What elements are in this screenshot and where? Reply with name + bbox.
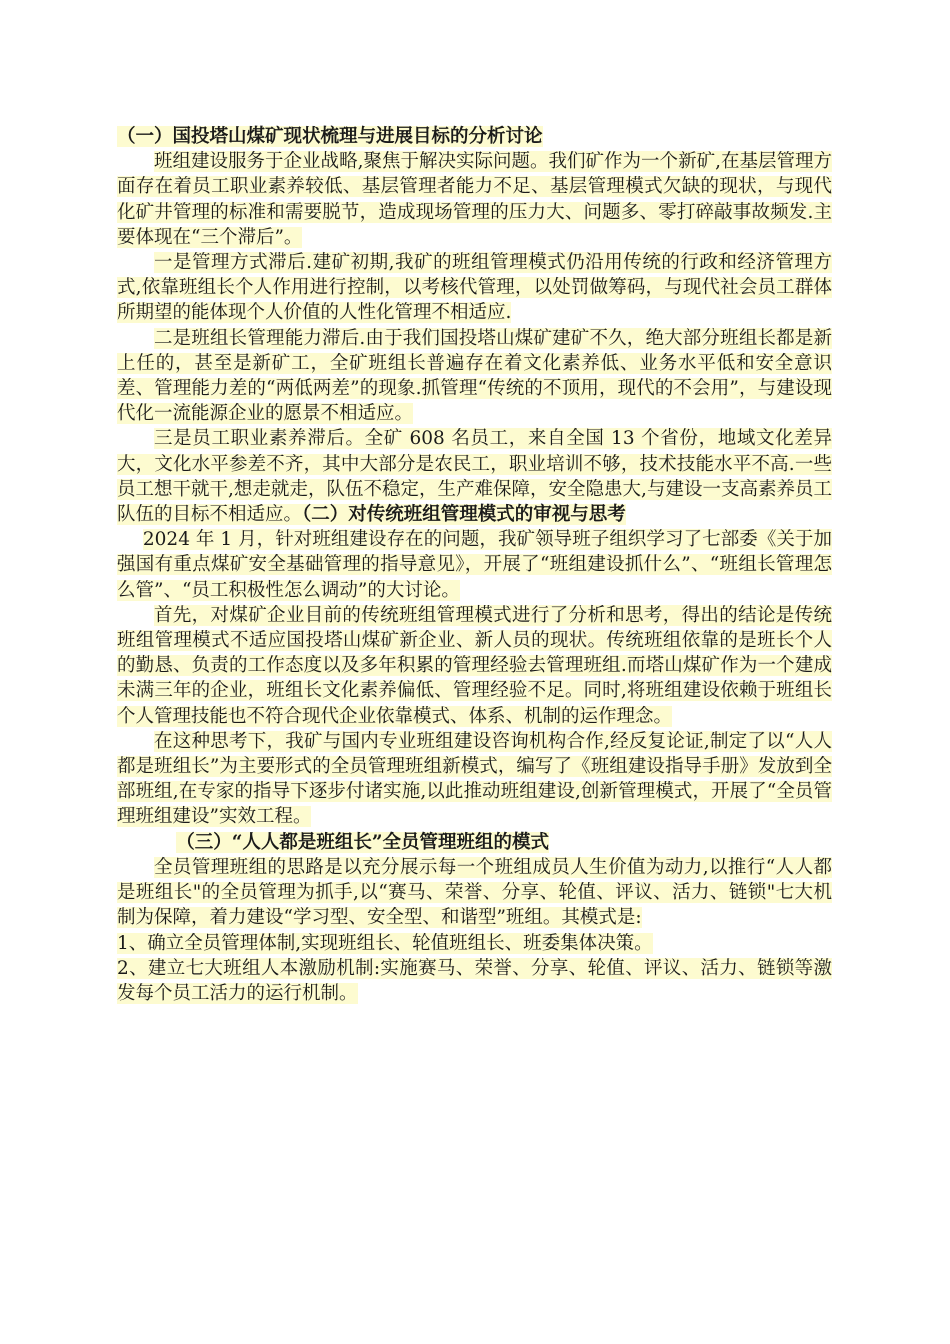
section-heading-2: （二）对传统班组管理模式的审视与思考 — [302, 504, 626, 526]
paragraph: 一是管理方式滞后.建矿初期,我矿的班组管理模式仍沿用传统的行政和经济管理方式,依靠班组长个人作用进行控制，以考核代管理，以处罚做筹码，与现代社会员工群体所期望的能体现个人价值的人性化管理不相适应. — [117, 252, 832, 324]
document-page — [117, 124, 832, 1006]
paragraph: 三是员工职业素养滞后。全矿 608 名员工，来自全国 13 个省份，地域文化差异大，文化水平参差不齐，其中大部分是农民工，职业培训不够，技术技能水平不高.一些员工想干就干,想走就走，队伍不稳定，生产难保障，安全隐患大,与建设一支高素养员工队伍的目标不相适应。（二）对传统班组管理模式的审视与思考 — [117, 428, 832, 526]
section-heading-3: （三）“人人都是班组长”全员管理班组的模式 — [176, 831, 549, 853]
section-heading-1: （一）国投塔山煤矿现状梳理与进展目标的分析讨论 — [117, 126, 543, 147]
paragraph: 二是班组长管理能力滞后.由于我们国投塔山煤矿建矿不久，绝大部分班组长都是新上任的，甚至是新矿工，全矿班组长普遍存在着文化素养低、业务水平低和安全意识差、管理能力差的“两低两差”的现象.抓管理“传统的不顶用，现代的不会用”，与建设现代化一流能源企业的愿景不相适应。 — [117, 327, 832, 425]
paragraph: 班组建设服务于企业战略,聚焦于解决实际问题。我们矿作为一个新矿,在基层管理方面存在着员工职业素养较低、基层管理者能力不足、基层管理模式欠缺的现状，与现代化矿井管理的标准和需要脱节，造成现场管理的压力大、问题多、零打碎敲事故频发.主要体现在“三个滞后”。 — [117, 151, 832, 248]
paragraph: 全员管理班组的思路是以充分展示每一个班组成员人生价值为动力,以推行“人人都是班组长"的全员管理为抓手,以“赛马、荣誉、分享、轮值、评议、活力、链锁"七大机制为保障，着力建设“学习型、安全型、和谐型”班组。其模式是: — [117, 856, 832, 929]
paragraph: 在这种思考下，我矿与国内专业班组建设咨询机构合作,经反复论证,制定了以“人人都是班组长”为主要形式的全员管理班组新模式，编写了《班组建设指导手册》发放到全部班组,在专家的指导下逐步付诸实施,以此推动班组建设,创新管理模式，开展了“全员管理班组建设”实效工程。 — [117, 730, 832, 828]
paragraph: 首先，对煤矿企业目前的传统班组管理模式进行了分析和思考，得出的结论是传统班组管理模式不适应国投塔山煤矿新企业、新人员的现状。传统班组依靠的是班长个人的勤恳、负责的工作态度以及多年积累的管理经验去管理班组.而塔山煤矿作为一个建成未满三年的企业，班组长文化素养偏低、管理经验不足。同时,将班组建设依赖于班组长个人管理技能也不符合现代企业依靠模式、体系、机制的运作理念。 — [117, 604, 832, 727]
list-item: 1、确立全员管理体制,实现班组长、轮值班组长、班委集体决策。 — [117, 932, 653, 954]
paragraph: 2024 年 1 月，针对班组建设存在的问题，我矿领导班子组织学习了七部委《关于加强国有重点煤矿安全基础管理的指导意见》，开展了“班组建设抓什么”、“班组长管理怎么管”、“员工积极性怎么调动”的大讨论。 — [117, 529, 832, 601]
list-item: 2、建立七大班组人本激励机制:实施赛马、荣誉、分享、轮值、评议、活力、链锁等激发每个员工活力的运行机制。 — [117, 957, 832, 1004]
